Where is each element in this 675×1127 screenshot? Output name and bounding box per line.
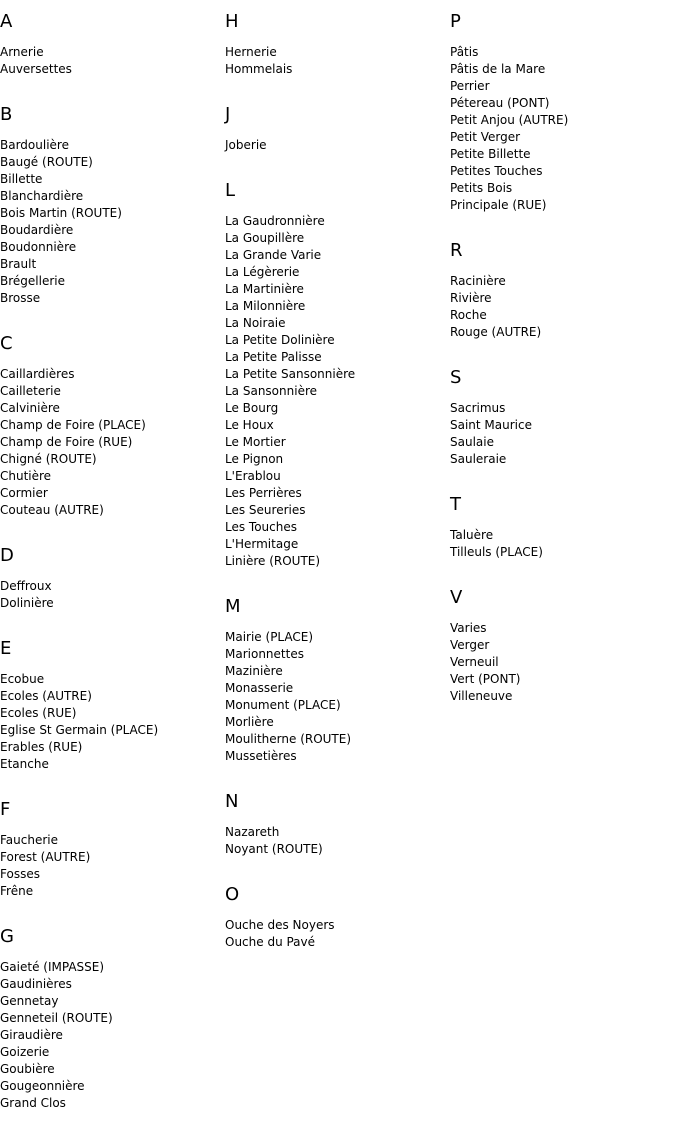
- street-link[interactable]: Boudardière: [0, 223, 74, 237]
- letter-section: [0, 0, 225, 78]
- street-link[interactable]: Blanchardière: [0, 189, 84, 203]
- street-link[interactable]: Le Mortier: [225, 435, 286, 449]
- street-link[interactable]: Couteau (AUTRE): [0, 503, 104, 517]
- street-link[interactable]: Calvinière: [0, 401, 60, 415]
- street-link[interactable]: Ouche du Pavé: [225, 935, 316, 949]
- letter-heading: V: [450, 587, 463, 608]
- street-link[interactable]: La Petite Dolinière: [225, 333, 335, 347]
- street-link[interactable]: Brégellerie: [0, 274, 65, 288]
- street-link[interactable]: Linière (ROUTE): [225, 554, 321, 568]
- street-link[interactable]: Erables (RUE): [0, 740, 83, 754]
- street-link[interactable]: Frêne: [0, 884, 34, 898]
- street-link[interactable]: Monument (PLACE): [225, 698, 341, 712]
- letter-section: [0, 627, 225, 773]
- street-link[interactable]: Gaieté (IMPASSE): [0, 960, 105, 974]
- street-link[interactable]: Brault: [0, 257, 37, 271]
- street-link[interactable]: La Milonnière: [225, 299, 306, 313]
- street-link[interactable]: Cailleterie: [0, 384, 61, 398]
- letter-heading: S: [450, 367, 462, 388]
- street-link[interactable]: Racinière: [450, 274, 506, 288]
- street-link[interactable]: Champ de Foire (PLACE): [0, 418, 146, 432]
- street-link[interactable]: Hommelais: [225, 62, 293, 76]
- street-link[interactable]: Boudonnière: [0, 240, 77, 254]
- letter-heading: E: [0, 638, 12, 659]
- letter-heading: N: [225, 791, 239, 812]
- street-link[interactable]: Joberie: [225, 138, 267, 152]
- street-link[interactable]: Cormier: [0, 486, 48, 500]
- street-link[interactable]: Vert (PONT): [450, 672, 521, 686]
- letter-section: [0, 534, 225, 612]
- street-link[interactable]: Ouche des Noyers: [225, 918, 335, 932]
- street-link[interactable]: La Martinière: [225, 282, 304, 296]
- street-link[interactable]: Le Houx: [225, 418, 274, 432]
- street-link[interactable]: Deffroux: [0, 579, 52, 593]
- street-link[interactable]: Verger: [450, 638, 490, 652]
- street-link[interactable]: L'Hermitage: [225, 537, 299, 551]
- letter-section: [450, 229, 675, 341]
- street-link[interactable]: Petits Bois: [450, 181, 513, 195]
- letter-heading: T: [450, 494, 461, 515]
- letter-section: [0, 915, 225, 1112]
- index-column: [0, 0, 225, 1127]
- street-link[interactable]: La Légèrerie: [225, 265, 300, 279]
- street-link[interactable]: La Goupillère: [225, 231, 305, 245]
- letter-section: [225, 873, 450, 951]
- street-link[interactable]: Rouge (AUTRE): [450, 325, 542, 339]
- letter-heading: P: [450, 11, 461, 32]
- letter-section: [225, 585, 450, 765]
- street-link[interactable]: Sauleraie: [450, 452, 507, 466]
- street-link[interactable]: Roche: [450, 308, 487, 322]
- street-link[interactable]: Ecoles (RUE): [0, 706, 77, 720]
- street-link[interactable]: Goizerie: [0, 1045, 50, 1059]
- street-link[interactable]: Noyant (ROUTE): [225, 842, 323, 856]
- letter-heading: D: [0, 545, 14, 566]
- letter-section: [450, 576, 675, 705]
- street-link[interactable]: Genneteil (ROUTE): [0, 1011, 113, 1025]
- street-link[interactable]: Taluère: [450, 528, 494, 542]
- street-link[interactable]: Caillardières: [0, 367, 75, 381]
- street-link[interactable]: La Gaudronnière: [225, 214, 325, 228]
- letter-heading: J: [225, 104, 231, 125]
- street-link[interactable]: Gennetay: [0, 994, 59, 1008]
- street-link[interactable]: Varies: [450, 621, 487, 635]
- letter-section: [450, 356, 675, 468]
- street-link[interactable]: Ecoles (AUTRE): [0, 689, 92, 703]
- street-link[interactable]: La Noiraie: [225, 316, 286, 330]
- street-link[interactable]: La Sansonnière: [225, 384, 318, 398]
- street-link[interactable]: Le Bourg: [225, 401, 279, 415]
- letter-section: [225, 93, 450, 154]
- letter-section: [450, 483, 675, 561]
- street-link[interactable]: Petit Anjou (AUTRE): [450, 113, 569, 127]
- street-link[interactable]: L'Erablou: [225, 469, 281, 483]
- street-link[interactable]: Pétereau (PONT): [450, 96, 550, 110]
- street-link[interactable]: Bois Martin (ROUTE): [0, 206, 122, 220]
- letter-heading: O: [225, 884, 240, 905]
- street-link[interactable]: Bardoulière: [0, 138, 69, 152]
- street-link[interactable]: Pâtis: [450, 45, 479, 59]
- letter-section: [225, 780, 450, 858]
- street-link[interactable]: Chutière: [0, 469, 52, 483]
- street-link[interactable]: Saint Maurice: [450, 418, 532, 432]
- street-link[interactable]: Petit Verger: [450, 130, 521, 144]
- street-link[interactable]: Fosses: [0, 867, 40, 881]
- street-link[interactable]: Petites Touches: [450, 164, 543, 178]
- street-link[interactable]: Les Seureries: [225, 503, 306, 517]
- street-link[interactable]: Gougeonnière: [0, 1079, 85, 1093]
- letter-heading: R: [450, 240, 463, 261]
- street-link[interactable]: Sacrimus: [450, 401, 506, 415]
- street-link[interactable]: La Grande Varie: [225, 248, 322, 262]
- letter-heading: B: [0, 104, 13, 125]
- street-link[interactable]: Perrier: [450, 79, 490, 93]
- street-link[interactable]: Petite Billette: [450, 147, 531, 161]
- street-link[interactable]: Baugé (ROUTE): [0, 155, 93, 169]
- street-link[interactable]: Principale (RUE): [450, 198, 547, 212]
- street-link[interactable]: Gaudinières: [0, 977, 72, 991]
- street-link[interactable]: Verneuil: [450, 655, 499, 669]
- letter-heading: C: [0, 333, 13, 354]
- street-link[interactable]: Faucherie: [0, 833, 58, 847]
- letter-section: [0, 322, 225, 519]
- street-link[interactable]: Arnerie: [0, 45, 44, 59]
- letter-heading: A: [0, 11, 13, 32]
- street-link[interactable]: Saulaie: [450, 435, 494, 449]
- street-link[interactable]: Champ de Foire (RUE): [0, 435, 133, 449]
- street-link[interactable]: Marionnettes: [225, 647, 304, 661]
- letter-heading: G: [0, 926, 14, 947]
- street-link[interactable]: Monasserie: [225, 681, 294, 695]
- street-link[interactable]: Giraudière: [0, 1028, 63, 1042]
- street-link[interactable]: Ecobue: [0, 672, 45, 686]
- letter-section: [450, 0, 675, 214]
- letter-section: [0, 93, 225, 307]
- street-link[interactable]: Mussetières: [225, 749, 297, 763]
- letter-section: [225, 0, 450, 78]
- street-link[interactable]: Forest (AUTRE): [0, 850, 91, 864]
- street-link[interactable]: Nazareth: [225, 825, 280, 839]
- letter-heading: F: [0, 799, 11, 820]
- street-link[interactable]: Mazinière: [225, 664, 283, 678]
- letter-heading: H: [225, 11, 239, 32]
- street-link[interactable]: Goubière: [0, 1062, 55, 1076]
- street-link[interactable]: Villeneuve: [450, 689, 513, 703]
- street-link[interactable]: Les Touches: [225, 520, 297, 534]
- street-link[interactable]: Grand Clos: [0, 1096, 66, 1110]
- street-link[interactable]: Hernerie: [225, 45, 277, 59]
- street-link[interactable]: Auversettes: [0, 62, 72, 76]
- index-column: [225, 0, 450, 966]
- street-link[interactable]: Rivière: [450, 291, 492, 305]
- street-link[interactable]: La Petite Palisse: [225, 350, 322, 364]
- letter-heading: M: [225, 596, 241, 617]
- letter-section: [0, 788, 225, 900]
- street-link[interactable]: Pâtis de la Mare: [450, 62, 546, 76]
- street-link[interactable]: La Petite Sansonnière: [225, 367, 356, 381]
- street-link[interactable]: Le Pignon: [225, 452, 284, 466]
- street-link[interactable]: Chigné (ROUTE): [0, 452, 97, 466]
- street-link[interactable]: Eglise St Germain (PLACE): [0, 723, 159, 737]
- street-link[interactable]: Les Perrières: [225, 486, 302, 500]
- letter-section: [225, 169, 450, 570]
- street-link[interactable]: Etanche: [0, 757, 49, 771]
- street-link[interactable]: Mairie (PLACE): [225, 630, 314, 644]
- street-link[interactable]: Tilleuls (PLACE): [450, 545, 543, 559]
- street-link[interactable]: Dolinière: [0, 596, 54, 610]
- street-link[interactable]: Brosse: [0, 291, 41, 305]
- street-link[interactable]: Moulitherne (ROUTE): [225, 732, 352, 746]
- street-link[interactable]: Morlière: [225, 715, 274, 729]
- index-column: [450, 0, 675, 720]
- street-link[interactable]: Billette: [0, 172, 43, 186]
- letter-heading: L: [225, 180, 236, 201]
